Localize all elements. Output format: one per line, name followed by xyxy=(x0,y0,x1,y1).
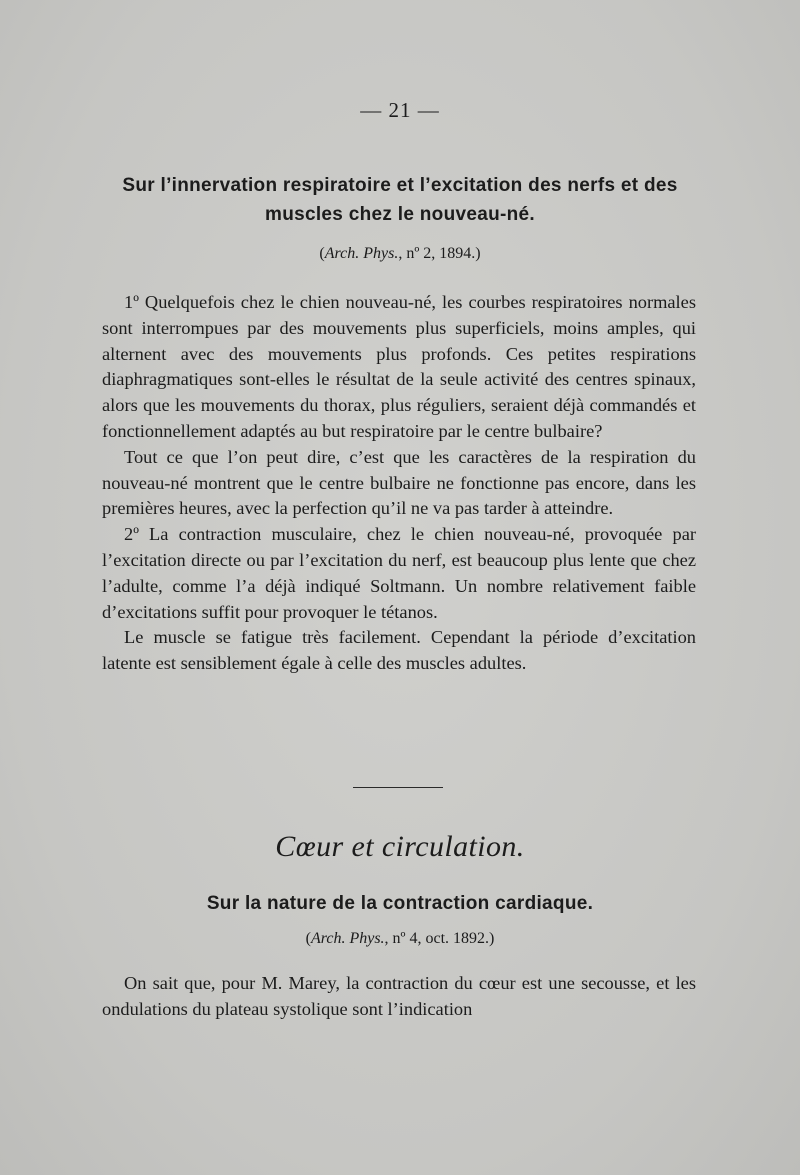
citation-journal: Arch. Phys. xyxy=(310,930,385,947)
citation-details: , nº 2, 1894.) xyxy=(398,245,481,262)
paragraph: Tout ce que l’on peut dire, c’est que les caractères de la respiration du nouveau-né montrent que le centre bulbaire ne fonctionne pas encore, dans les premières heures, avec la perfection qu’il ne va pas tarder à atteindre. xyxy=(102,446,696,519)
section-heading: Cœur et circulation. xyxy=(275,830,525,863)
citation-journal: Arch. Phys. xyxy=(324,245,399,262)
citation-open: ( xyxy=(305,930,311,947)
paragraph: 2º La contraction musculaire, chez le chien nouveau-né, provoquée par l’excitation directe ou par l’excitation du nerf, est beaucoup plus lente que chez l’adulte, comme l’a déjà indiqué Soltmann. Un nombre relativement faible d’excitations suffit pour provoquer le tétanos. xyxy=(102,524,696,622)
citation-details: , nº 4, oct. 1892.) xyxy=(384,930,495,947)
section-divider xyxy=(353,787,443,788)
article-title: Sur l’innervation respiratoire et l’excitation des nerfs et des muscles chez le nouveau-né. xyxy=(122,175,678,225)
paragraph: Le muscle se fatigue très facilement. Cependant la période d’excitation latente est sensiblement égale à celle des muscles adultes. xyxy=(102,627,696,674)
article-body xyxy=(102,290,696,677)
paragraph: 1º Quelquefois chez le chien nouveau-né, les courbes respiratoires normales sont interrompues par des mouvements plus superficiels, moins amples, qui alternent avec des mouvements plus profonds. Ces petites respirations diaphragmatiques sont-elles le résultat de la seule activité des centres spinaux, alors que les mouvements du thorax, plus réguliers, seraient déjà commandés et fonctionnellement adaptés au but respiratoire par le centre bulbaire? xyxy=(102,292,696,441)
article-citation xyxy=(100,930,700,948)
paragraph: On sait que, pour M. Marey, la contraction du cœur est une secousse, et les ondulations du plateau systolique sont l’indication xyxy=(102,973,696,1019)
article-title: Sur la nature de la contraction cardiaque. xyxy=(206,893,594,914)
article-citation xyxy=(100,245,700,263)
citation-open: ( xyxy=(319,245,325,262)
page-number: — 21 — xyxy=(360,98,440,122)
article-body xyxy=(102,971,696,1023)
